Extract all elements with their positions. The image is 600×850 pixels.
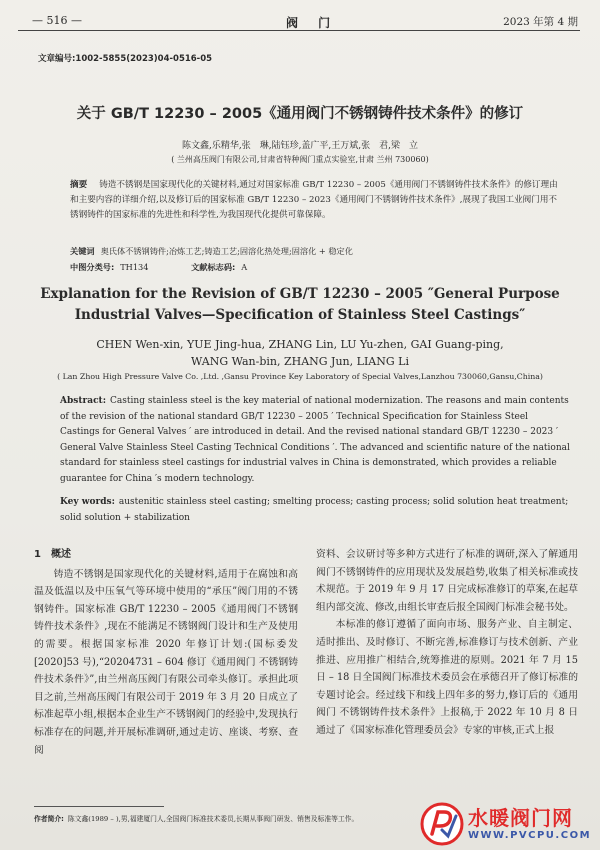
chinese-keywords bbox=[70, 246, 560, 257]
document-code-value: A bbox=[241, 262, 248, 272]
english-keywords bbox=[60, 495, 570, 526]
section-title: 概述 bbox=[50, 549, 71, 560]
footnote-text: 陈文鑫(1989 – ),男,福建厦门人,全国阀门标准技术委员,长期从事阀门研发、销售及标准等工作。 bbox=[67, 815, 359, 823]
english-authors bbox=[30, 336, 570, 370]
english-abstract-text: Casting stainless steel is the key material of national modernization. The reasons and main contents of the revision of the national standard GB/T 12230 – 2005 ′ Technical Specification for Stainless Steel Castings for General Valves ′ are introduced in detail. And the revised national standard GB/T 12230 – 2023 ′ General Valve Stainless Steel Casting Technical Conditions ′. The advanced and scientific nature of the national standard for stainless steel castings for industrial valves in China is demonstrated, which provides a reliable guarantee for China ′s modern technology. bbox=[60, 396, 570, 484]
page-number: — 516 — bbox=[32, 14, 82, 27]
watermark-name: 水暖阀门网 bbox=[468, 806, 573, 830]
chinese-keywords-label: 关键词 bbox=[70, 246, 95, 256]
section-number: 1 bbox=[34, 549, 41, 560]
journal-name: 阀 门 bbox=[286, 16, 339, 30]
watermark-url: WWW.PVCPU.COM bbox=[468, 830, 592, 841]
body-column-left bbox=[34, 546, 298, 759]
site-watermark bbox=[420, 800, 596, 846]
english-abstract bbox=[60, 394, 570, 488]
class-number-label: 中图分类号: bbox=[70, 262, 115, 272]
english-keywords-label: Key words: bbox=[60, 497, 115, 507]
class-number-value: TH134 bbox=[120, 262, 149, 272]
chinese-abstract-label: 摘要 bbox=[70, 180, 88, 190]
chinese-abstract bbox=[70, 178, 560, 223]
body-column-right bbox=[316, 546, 578, 740]
chinese-abstract-text: 铸造不锈钢是国家现代化的关键材料,通过对国家标准 GB/T 12230 – 2005《通用阀门不锈钢铸件技术条件》的修订理由和主要内容的详细介绍,以及修订后的国家标准 GB/T 12230 – 2023《通用阀门不锈钢铸件技术条件》,展现了我国工业阀门用不锈钢铸件的国家标准的先进性和科学性,为我国现代化提供可靠保障。 bbox=[70, 180, 558, 220]
english-authors-line-2: WANG Wan-bin, ZHANG Jun, LIANG Li bbox=[191, 355, 409, 368]
english-keywords-text: austenitic stainless steel casting; smelting process; casting process; solid solution heat treatment; solid solution + stabilization bbox=[60, 497, 569, 523]
body-paragraph: 本标准的修订遵循了面向市场、服务产业、自主制定、适时推出、及时修订、不断完善,标准修订与技术创新、产业推进、应用推广相结合,统筹推进的原则。2021 年 7 月 15 日 – 18 日全国阀门标准技术委员会在承德召开了修订标准的专题讨论会。经过线下和线上四年多的努力,修订后的《通用阀门 不锈钢铸件技术条件》上报稿,于 2022 年 10 月 8 日通过了《国家标准化管理委员会》专家的审核,正式上报 bbox=[316, 619, 578, 736]
classification-line bbox=[70, 262, 560, 273]
issue-label: 2023 年第 4 期 bbox=[503, 16, 578, 28]
chinese-authors: 陈文鑫,乐精华,张 琳,陆钰珍,盖广平,王万斌,张 君,梁 立 bbox=[181, 141, 419, 151]
header-rule bbox=[18, 30, 580, 31]
footnote-rule bbox=[34, 806, 164, 807]
chinese-keywords-text: 奥氏体不锈钢铸件;冶炼工艺;铸造工艺;固溶化热处理;固溶化 + 稳定化 bbox=[100, 246, 353, 256]
english-affiliation: ( Lan Zhou High Pressure Valve Co. ,Ltd. ,Gansu Province Key Laboratory of Special Valves,Lanzhou 730060,Gansu,China) bbox=[57, 372, 543, 381]
document-code-label: 文献标志码: bbox=[191, 262, 236, 272]
body-paragraph: 铸造不锈钢是国家现代化的关键材料,适用于在腐蚀和高温及低温以及中压氧气等环境中使用的“承压”阀门用的不锈钢铸件。国家标准 GB/T 12230 – 2005《通用阀门不锈钢铸件技术条件》,现在不能满足不锈钢阀门设计和生产及使用的需要。根据国家标准 2020 年修订计划:(国标委发[2020]53 号),“20204731 – 604 修订《通用阀门 不锈钢铸件技术条件》”,由兰州高压阀门有限公司牵头修订。承担此项目之前,兰州高压阀门有限公司于 2019 年 3 月 20 日成立了标准起草小组,根据本企业生产不锈钢阀门的经验中,发现执行标准存在的问题,并开展标准调研,通过走访、座谈、考察、查阅 bbox=[34, 568, 298, 756]
english-title: Explanation for the Revision of GB/T 12230 – 2005 ″General Purpose Industrial Valves—Specification of Stainless Steel Castings″ bbox=[40, 286, 560, 323]
chinese-affiliation: ( 兰州高压阀门有限公司,甘肃省特种阀门重点实验室,甘肃 兰州 730060) bbox=[171, 155, 429, 164]
chinese-title: 关于 GB/T 12230 – 2005《通用阀门不锈钢铸件技术条件》的修订 bbox=[76, 106, 524, 122]
footnote-label: 作者简介: bbox=[34, 815, 64, 823]
article-number: 文章编号:1002-5855(2023)04-0516-05 bbox=[38, 54, 213, 64]
english-authors-line-1: CHEN Wen-xin, YUE Jing-hua, ZHANG Lin, LU Yu-zhen, GAI Guang-ping, bbox=[96, 338, 504, 351]
body-paragraph: 资料、会议研讨等多种方式进行了标准的调研,深入了解通用阀门不锈钢铸件的应用现状及发展趋势,收集了相关标准或技术规范。于 2019 年 9 月 17 日完成标准修订的草案,在起草组内部交流、修改,由组长审查后报全国阀门标准会秘书处。 bbox=[316, 549, 578, 613]
watermark-logo-icon bbox=[420, 802, 464, 846]
section-heading bbox=[34, 546, 298, 564]
english-abstract-label: Abstract: bbox=[60, 396, 107, 406]
